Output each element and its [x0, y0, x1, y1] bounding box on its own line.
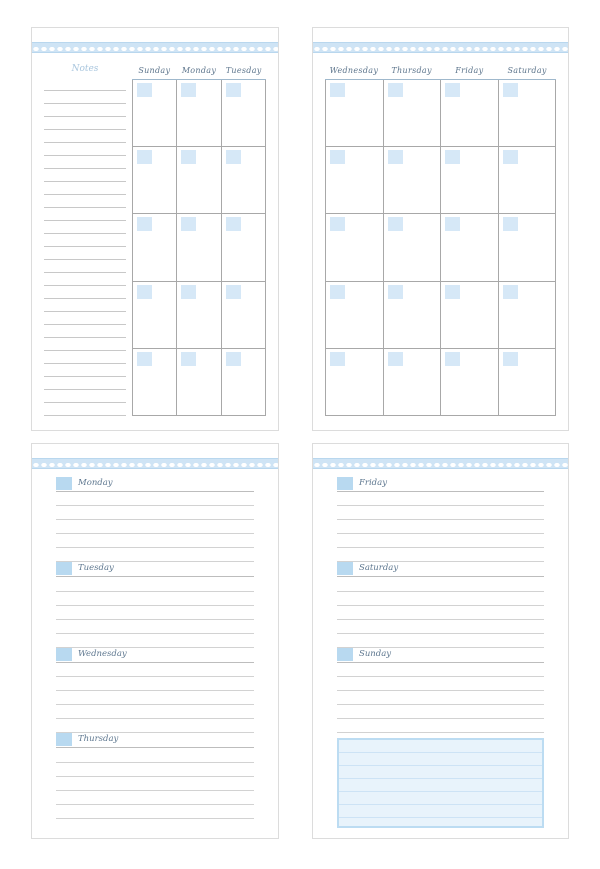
calendar-cell[interactable]	[222, 214, 266, 280]
calendar-cell[interactable]	[132, 147, 177, 213]
note-line[interactable]	[44, 259, 126, 260]
calendar-week-rows	[132, 80, 266, 416]
notes-block-line[interactable]	[339, 740, 542, 753]
date-box[interactable]	[445, 150, 460, 164]
date-box[interactable]	[226, 150, 241, 164]
calendar-day-header-row	[325, 64, 556, 80]
note-line[interactable]	[44, 272, 126, 273]
date-box[interactable]	[137, 217, 152, 231]
day-tab-marker	[56, 562, 72, 575]
calendar-cell[interactable]	[325, 80, 384, 146]
day-header	[337, 477, 544, 492]
calendar-cell[interactable]	[177, 147, 221, 213]
ribbon-dots	[313, 46, 568, 51]
writing-line[interactable]	[337, 691, 544, 705]
date-box[interactable]	[388, 150, 403, 164]
calendar-day-header: Saturday	[498, 64, 556, 80]
writing-line[interactable]	[337, 705, 544, 719]
day-block-friday	[337, 477, 544, 562]
day-label: Wednesday	[78, 648, 127, 659]
calendar-cell[interactable]	[441, 282, 499, 348]
writing-line[interactable]	[56, 620, 254, 634]
calendar-cell[interactable]	[499, 80, 557, 146]
date-box[interactable]	[503, 285, 518, 299]
calendar-cell[interactable]	[325, 214, 384, 280]
day-label: Tuesday	[78, 563, 114, 574]
calendar-cell[interactable]	[222, 80, 266, 146]
page-daily-left	[31, 443, 279, 839]
day-tab-marker	[337, 648, 353, 661]
writing-line[interactable]	[337, 534, 544, 548]
day-tab-marker	[56, 477, 72, 490]
notes-block-line[interactable]	[339, 792, 542, 805]
calendar-day-header-row	[132, 64, 266, 80]
calendar-cell[interactable]	[441, 349, 499, 415]
date-box[interactable]	[445, 285, 460, 299]
date-box[interactable]	[181, 83, 196, 97]
note-line[interactable]	[44, 220, 126, 221]
calendar-cell[interactable]	[177, 282, 221, 348]
writing-line[interactable]	[337, 492, 544, 506]
calendar-day-header: Sunday	[132, 64, 177, 80]
writing-line[interactable]	[337, 663, 544, 677]
calendar-day-header: Tuesday	[221, 64, 266, 80]
note-line[interactable]	[44, 298, 126, 299]
day-label: Friday	[359, 478, 387, 488]
writing-line[interactable]	[56, 548, 254, 562]
note-line[interactable]	[44, 142, 126, 143]
writing-line[interactable]	[337, 592, 544, 606]
calendar-cell[interactable]	[499, 282, 557, 348]
date-box[interactable]	[388, 83, 403, 97]
date-box[interactable]	[445, 352, 460, 366]
calendar-cell[interactable]	[325, 349, 384, 415]
day-header	[56, 733, 254, 748]
calendar-cell[interactable]	[499, 349, 557, 415]
writing-line[interactable]	[56, 520, 254, 534]
note-line[interactable]	[44, 207, 126, 208]
notes-column	[44, 64, 126, 416]
note-line[interactable]	[44, 233, 126, 234]
writing-line[interactable]	[337, 620, 544, 634]
writing-line[interactable]	[56, 577, 254, 591]
ribbon-dots	[32, 46, 278, 51]
writing-line[interactable]	[337, 506, 544, 520]
writing-line[interactable]	[56, 719, 254, 733]
decorative-ribbon	[313, 42, 568, 53]
note-line[interactable]	[44, 402, 126, 403]
day-header	[337, 562, 544, 577]
date-box[interactable]	[445, 83, 460, 97]
day-label: Monday	[78, 478, 113, 488]
calendar-cell[interactable]	[132, 282, 177, 348]
date-box[interactable]	[330, 150, 345, 164]
ribbon-dots	[32, 462, 278, 467]
day-header	[337, 648, 544, 663]
calendar-week-rows	[325, 80, 556, 416]
calendar-cell[interactable]	[384, 147, 442, 213]
day-tab-marker	[56, 648, 72, 661]
date-box[interactable]	[181, 217, 196, 231]
note-line[interactable]	[44, 181, 126, 182]
day-header	[56, 562, 254, 577]
calendar-week-row	[132, 147, 266, 214]
note-line[interactable]	[44, 285, 126, 286]
date-box[interactable]	[503, 352, 518, 366]
writing-line[interactable]	[56, 705, 254, 719]
date-box[interactable]	[330, 83, 345, 97]
note-line[interactable]	[44, 103, 126, 104]
writing-line[interactable]	[56, 748, 254, 762]
date-box[interactable]	[330, 217, 345, 231]
calendar-cell[interactable]	[499, 147, 557, 213]
day-label: Sunday	[359, 648, 392, 659]
day-writing-lines	[56, 577, 254, 647]
notes-block-line[interactable]	[339, 766, 542, 779]
writing-line[interactable]	[56, 691, 254, 705]
calendar-cell[interactable]	[222, 282, 266, 348]
calendar-cell[interactable]	[177, 349, 221, 415]
calendar-grid-right	[325, 64, 556, 416]
note-line[interactable]	[44, 116, 126, 117]
date-box[interactable]	[226, 352, 241, 366]
note-line[interactable]	[44, 246, 126, 247]
writing-line[interactable]	[56, 634, 254, 648]
date-box[interactable]	[137, 285, 152, 299]
notes-block-line[interactable]	[339, 805, 542, 818]
note-line[interactable]	[44, 415, 126, 416]
note-line[interactable]	[44, 194, 126, 195]
writing-line[interactable]	[337, 520, 544, 534]
decorative-ribbon	[313, 458, 568, 469]
day-block-sunday	[337, 648, 544, 733]
date-box[interactable]	[388, 352, 403, 366]
day-label: Saturday	[359, 563, 399, 574]
notes-lines	[44, 90, 126, 416]
notes-block-line[interactable]	[339, 779, 542, 792]
calendar-week-row	[325, 80, 556, 147]
day-writing-lines	[337, 663, 544, 733]
calendar-cell[interactable]	[325, 282, 384, 348]
day-writing-lines	[56, 748, 254, 818]
calendar-cell[interactable]	[499, 214, 557, 280]
date-box[interactable]	[330, 285, 345, 299]
writing-line[interactable]	[56, 492, 254, 506]
date-box[interactable]	[503, 83, 518, 97]
date-box[interactable]	[388, 217, 403, 231]
page-daily-right	[312, 443, 569, 839]
note-line[interactable]	[44, 311, 126, 312]
writing-line[interactable]	[56, 763, 254, 777]
date-box[interactable]	[330, 352, 345, 366]
day-header	[56, 648, 254, 663]
day-block-saturday	[337, 562, 544, 647]
decorative-ribbon	[32, 42, 278, 53]
calendar-cell[interactable]	[384, 214, 442, 280]
date-box[interactable]	[137, 150, 152, 164]
calendar-cell[interactable]	[384, 282, 442, 348]
calendar-cell[interactable]	[384, 80, 442, 146]
writing-line[interactable]	[337, 606, 544, 620]
calendar-cell[interactable]	[441, 214, 499, 280]
note-line[interactable]	[44, 337, 126, 338]
calendar-grid-left	[132, 64, 266, 416]
day-label: Thursday	[78, 734, 119, 745]
writing-line[interactable]	[56, 677, 254, 691]
writing-line[interactable]	[56, 663, 254, 677]
writing-line[interactable]	[337, 677, 544, 691]
day-block-monday	[56, 477, 254, 562]
daily-sections-left	[56, 477, 254, 828]
note-line[interactable]	[44, 129, 126, 130]
writing-line[interactable]	[56, 606, 254, 620]
calendar-cell[interactable]	[132, 214, 177, 280]
calendar-week-row	[132, 214, 266, 281]
calendar-week-row	[325, 282, 556, 349]
date-box[interactable]	[503, 150, 518, 164]
note-line[interactable]	[44, 389, 126, 390]
writing-line[interactable]	[56, 506, 254, 520]
note-line[interactable]	[44, 376, 126, 377]
writing-line[interactable]	[337, 719, 544, 733]
date-box[interactable]	[226, 285, 241, 299]
writing-line[interactable]	[56, 777, 254, 791]
calendar-week-row	[325, 349, 556, 416]
day-tab-marker	[56, 733, 72, 746]
calendar-day-header: Monday	[177, 64, 222, 80]
day-writing-lines	[337, 492, 544, 562]
day-header	[56, 477, 254, 492]
notes-block-line[interactable]	[339, 753, 542, 766]
calendar-cell[interactable]	[222, 147, 266, 213]
day-writing-lines	[337, 577, 544, 647]
writing-line[interactable]	[337, 548, 544, 562]
calendar-day-header: Wednesday	[325, 64, 383, 80]
writing-line[interactable]	[337, 634, 544, 648]
page-monthly-left	[31, 27, 279, 431]
daily-sections-right	[337, 477, 544, 828]
notes-title: Notes	[71, 64, 99, 74]
date-box[interactable]	[445, 217, 460, 231]
date-box[interactable]	[388, 285, 403, 299]
writing-line[interactable]	[56, 534, 254, 548]
writing-line[interactable]	[337, 577, 544, 591]
day-tab-marker	[337, 477, 353, 490]
writing-line[interactable]	[56, 791, 254, 805]
writing-line[interactable]	[56, 592, 254, 606]
calendar-week-row	[132, 349, 266, 416]
calendar-cell[interactable]	[132, 80, 177, 146]
day-tab-marker	[337, 562, 353, 575]
day-block-thursday	[56, 733, 254, 818]
calendar-cell[interactable]	[441, 80, 499, 146]
date-box[interactable]	[181, 352, 196, 366]
date-box[interactable]	[226, 83, 241, 97]
note-line[interactable]	[44, 168, 126, 169]
date-box[interactable]	[137, 352, 152, 366]
date-box[interactable]	[226, 217, 241, 231]
calendar-cell[interactable]	[132, 349, 177, 415]
ribbon-dots	[313, 462, 568, 467]
calendar-cell[interactable]	[384, 349, 442, 415]
date-box[interactable]	[503, 217, 518, 231]
note-line[interactable]	[44, 324, 126, 325]
calendar-day-header: Friday	[441, 64, 499, 80]
notes-block	[337, 738, 544, 828]
calendar-cell[interactable]	[177, 80, 221, 146]
day-block-wednesday	[56, 648, 254, 733]
note-line[interactable]	[44, 350, 126, 351]
calendar-week-row	[325, 147, 556, 214]
note-line[interactable]	[44, 90, 126, 91]
page-monthly-right	[312, 27, 569, 431]
calendar-cell[interactable]	[325, 147, 384, 213]
writing-line[interactable]	[56, 805, 254, 819]
calendar-week-row	[325, 214, 556, 281]
decorative-ribbon	[32, 458, 278, 469]
day-block-tuesday	[56, 562, 254, 647]
date-box[interactable]	[137, 83, 152, 97]
calendar-cell[interactable]	[222, 349, 266, 415]
calendar-cell[interactable]	[177, 214, 221, 280]
note-line[interactable]	[44, 155, 126, 156]
note-line[interactable]	[44, 363, 126, 364]
calendar-week-row	[132, 282, 266, 349]
calendar-day-header: Thursday	[383, 64, 441, 80]
date-box[interactable]	[181, 285, 196, 299]
calendar-cell[interactable]	[441, 147, 499, 213]
calendar-week-row	[132, 80, 266, 147]
day-writing-lines	[56, 492, 254, 562]
day-writing-lines	[56, 663, 254, 733]
date-box[interactable]	[181, 150, 196, 164]
